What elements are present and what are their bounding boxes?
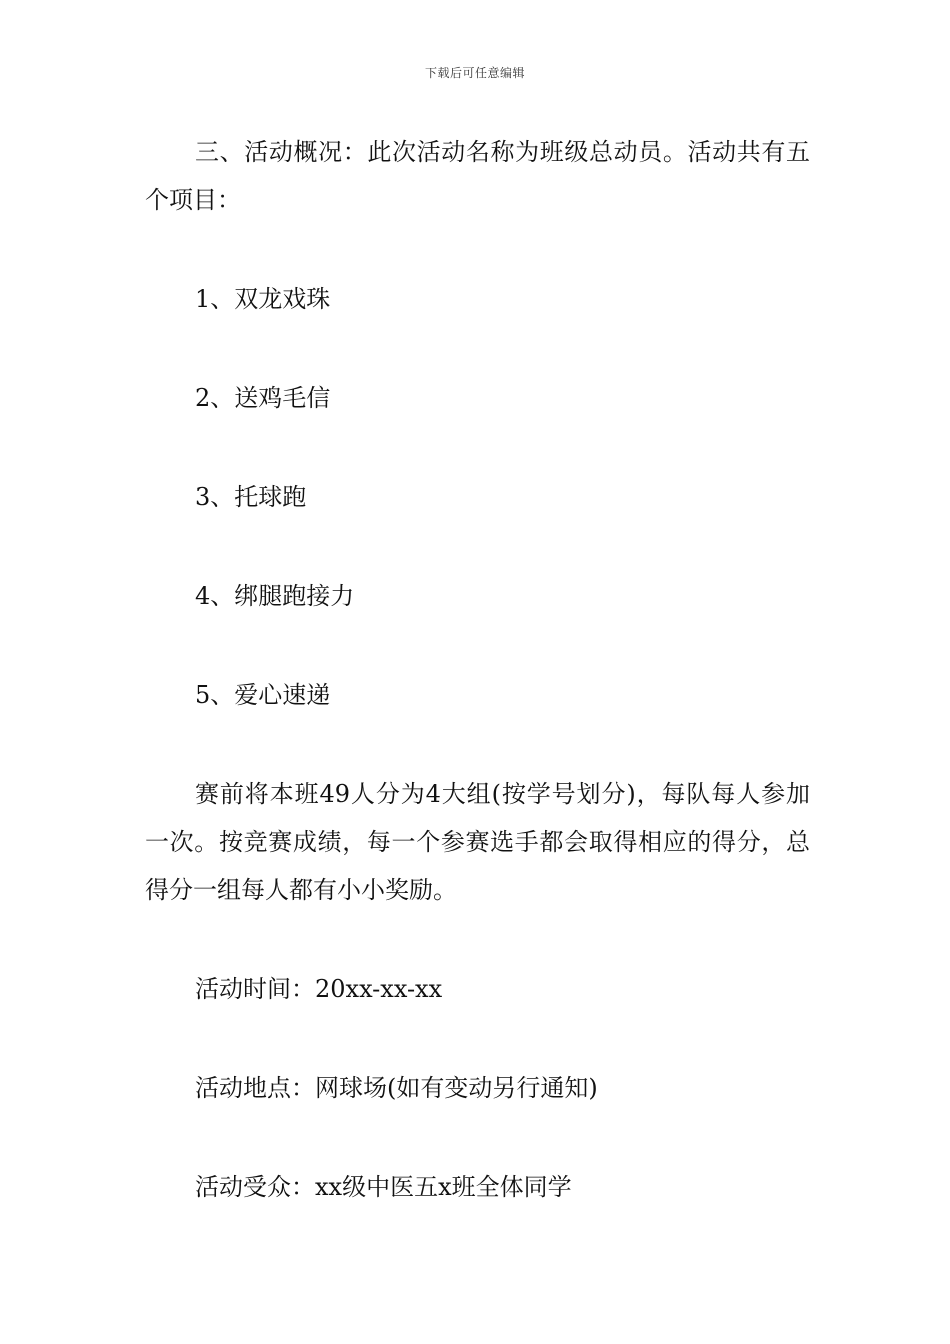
list-item: 1、双龙戏珠 <box>195 285 331 313</box>
activity-time: 活动时间：20xx-xx-xx <box>195 975 443 1003</box>
list-item: 5、爱心速递 <box>195 681 331 709</box>
page-header: 下载后可任意编辑 <box>424 66 525 80</box>
document-body <box>145 128 810 1211</box>
activity-location: 活动地点：网球场(如有变动另行通知) <box>195 1074 598 1102</box>
list-item: 4、绑腿跑接力 <box>195 582 355 610</box>
overview-paragraph: 三、活动概况：此次活动名称为班级总动员。活动共有五个项目： <box>145 138 810 214</box>
activity-audience: 活动受众：xx级中医五x班全体同学 <box>195 1173 572 1201</box>
grouping-paragraph: 赛前将本班49人分为4大组(按学号划分)，每队每人参加一次。按竞赛成绩，每一个参赛选手都会取得相应的得分，总得分一组每人都有小小奖励。 <box>145 780 810 904</box>
list-item: 2、送鸡毛信 <box>195 384 331 412</box>
list-item: 3、托球跑 <box>195 483 307 511</box>
